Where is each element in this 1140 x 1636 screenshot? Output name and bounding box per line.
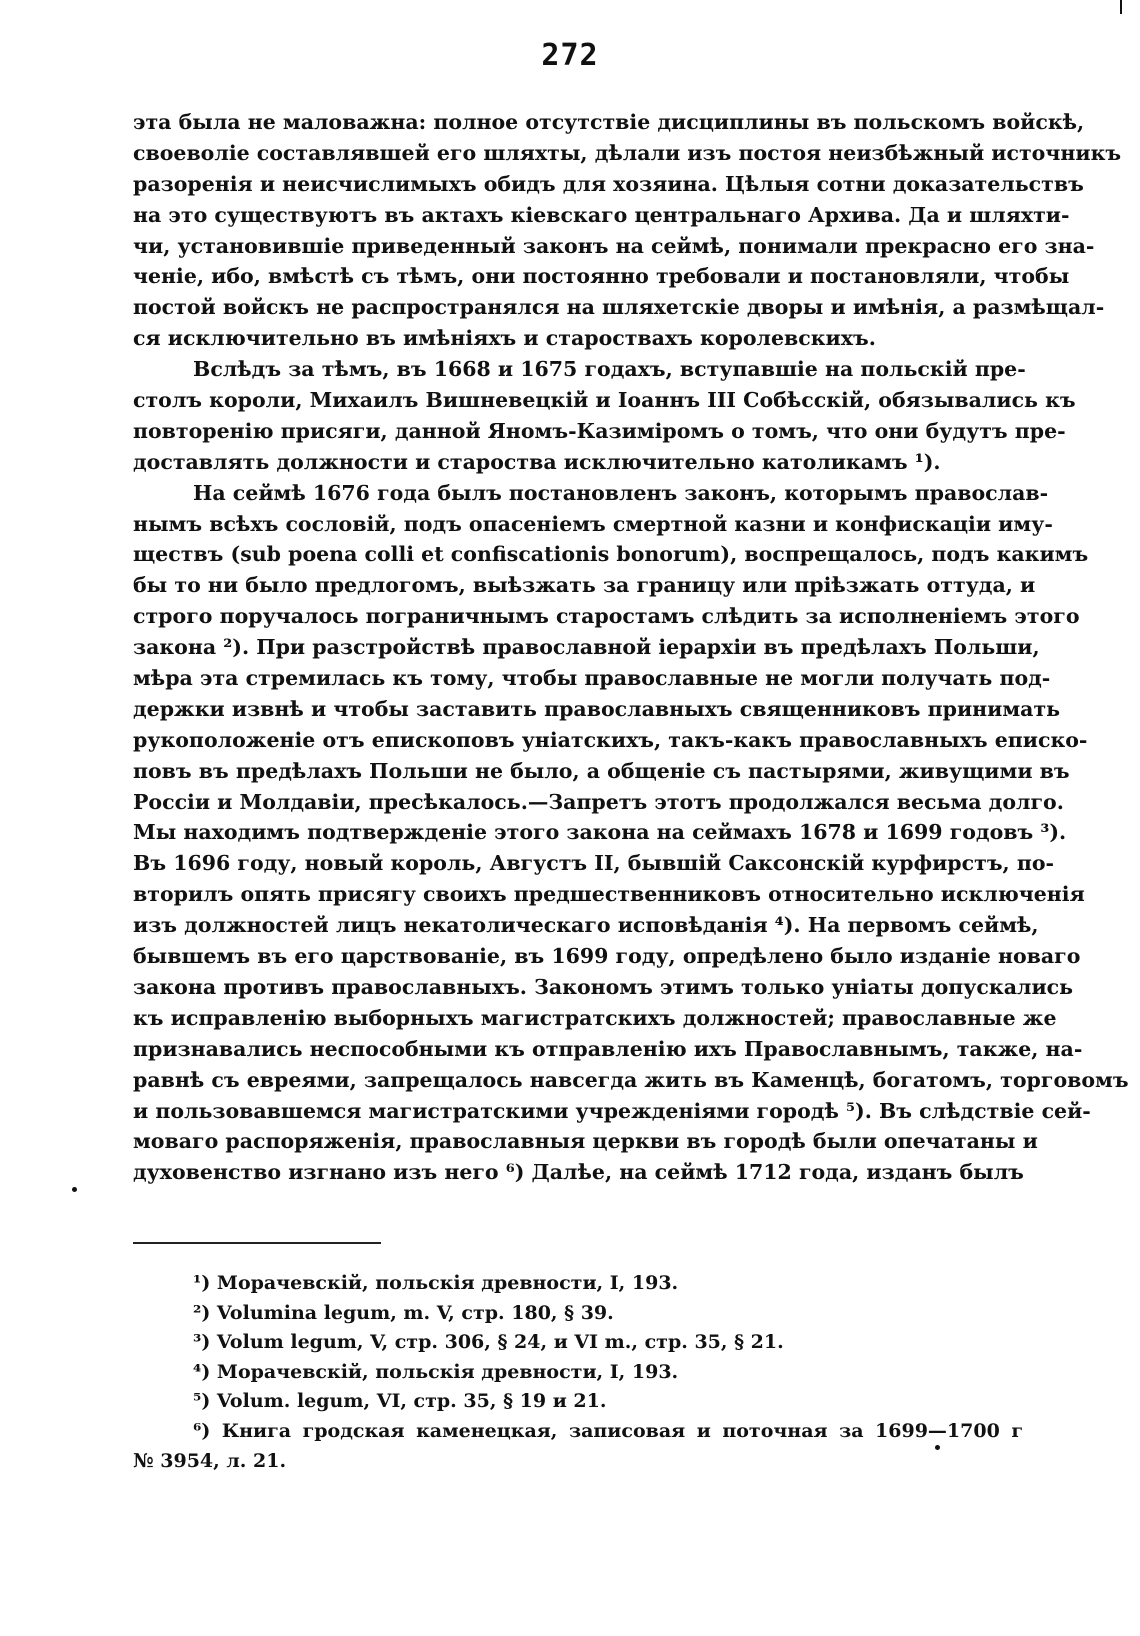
text-line: бывшемъ въ его царствованіе, въ 1699 году, опредѣлено было изданіе новаго: [133, 944, 1081, 969]
text-line: равнѣ съ евреями, запрещалось навсегда жить въ Каменцѣ, богатомъ, торговомъ: [133, 1067, 1129, 1092]
text-line: бы то ни было предлогомъ, выѣзжать за границу или пріѣзжать оттуда, и: [133, 573, 1036, 598]
text-line: вторилъ опять присягу своихъ предшественниковъ относительно исключенія: [133, 882, 1085, 907]
footnote: ⁵) Volum. legum, VI, стр. 35, § 19 и 21.: [193, 1390, 607, 1413]
text-line: ся исключительно въ имѣніяхъ и староствахъ королевскихъ.: [133, 326, 876, 351]
footnote: ⁶) Книга гродская каменецкая, записовая и поточная за 1699—1700 г: [193, 1419, 1023, 1442]
footnote: ¹) Морачевскій, польскія древности, I, 193.: [193, 1272, 679, 1294]
text-line: повторенію присяги, данной Яномъ-Казиміромъ о томъ, что они будутъ пре-: [133, 418, 1066, 443]
scan-speck: [72, 1187, 77, 1192]
footnote: ⁴) Морачевскій, польскія древности, I, 193.: [193, 1360, 679, 1383]
text-line: закона противъ православныхъ. Закономъ этимъ только уніаты допускались: [133, 974, 1074, 999]
text-line: ществъ (sub poena colli et confiscationis bonorum), воспрещалось, подъ какимъ: [133, 542, 1089, 567]
text-line: на это существуютъ въ актахъ кіевскаго центральнаго Архива. Да и шляхти-: [133, 202, 1070, 227]
text-line: доставлять должности и староства исключительно католикамъ ¹).: [133, 449, 941, 474]
text-line: изъ должностей лицъ некатолическаго исповѣданія ⁴). На первомъ сеймѣ,: [133, 913, 1039, 938]
footnote: ³) Volum legum, V, стр. 306, § 24, и VI m., стр. 35, § 21.: [193, 1331, 784, 1354]
text-line: своеволіе составлявшей его шляхты, дѣлали изъ постоя неизбѣжный источникъ: [133, 140, 1122, 165]
text-line: Въ 1696 году, новый король, Августъ II, бывшій Саксонскій курфирстъ, по-: [133, 851, 1055, 876]
text-line: строго поручалось пограничнымъ старостамъ слѣдить за исполненіемъ этого: [133, 604, 1080, 629]
text-line: духовенство изгнано изъ него ⁶) Далѣе, на сеймѣ 1712 года, изданъ былъ: [133, 1160, 1024, 1185]
text-line: нымъ всѣхъ сословій, подъ опасеніемъ смертной казни и конфискаціи иму-: [133, 511, 1053, 536]
text-line: постой войскъ не распространялся на шляхетскіе дворы и имѣнія, а размѣщал-: [133, 295, 1105, 320]
text-line: моваго распоряженія, православныя церкви въ городѣ были опечатаны и: [133, 1129, 1038, 1154]
text-line: держки извнѣ и чтобы заставить православныхъ священниковъ принимать: [133, 696, 1061, 721]
text-line: повъ въ предѣлахъ Польши не было, а общеніе съ пастырями, живущими въ: [133, 758, 1070, 783]
text-line: и пользовавшемся магистратскими учрежденіями городѣ ⁵). Въ слѣдствіе сей-: [133, 1098, 1091, 1123]
text-line: чи, установившіе приведенный законъ на сеймѣ, понимали прекрасно его зна-: [133, 233, 1095, 258]
scan-mark: [1120, 0, 1122, 14]
footnote-continuation: № 3954, л. 21.: [133, 1449, 287, 1472]
text-line: Вслѣдъ за тѣмъ, въ 1668 и 1675 годахъ, вступавшіе на польскій пре-: [193, 357, 1026, 382]
text-line: разоренія и неисчислимыхъ обидъ для хозяина. Цѣлыя сотни доказательствъ: [133, 171, 1084, 196]
footnote-divider: [133, 1242, 381, 1244]
text-line: эта была не маловажна: полное отсутствіе дисциплины въ польскомъ войскѣ,: [133, 110, 1085, 134]
text-line: рукоположеніе отъ епископовъ уніатскихъ, такъ-какъ православныхъ еписко-: [133, 727, 1088, 752]
text-line: мѣра эта стремилась къ тому, чтобы православные не могли получать под-: [133, 666, 1051, 691]
scan-speck: [935, 1445, 940, 1450]
footnote: ²) Volumina legum, m. V, стр. 180, § 39.: [193, 1301, 614, 1324]
text-line: къ исправленію выборныхъ магистратскихъ должностей; православные же: [133, 1005, 1057, 1030]
text-line: На сеймѣ 1676 года былъ постановленъ законъ, которымъ православ-: [193, 480, 1049, 505]
text-line: ченіе, ибо, вмѣстѣ съ тѣмъ, они постоянно требовали и постановляли, чтобы: [133, 264, 1070, 289]
text-line: Мы находимъ подтвержденіе этого закона на сеймахъ 1678 и 1699 годовъ ³).: [133, 820, 1067, 845]
page-number: 272: [541, 38, 599, 73]
text-line: Россіи и Молдавіи, пресѣкалось.—Запретъ этотъ продолжался весьма долго.: [133, 789, 1064, 814]
text-line: признавались неспособными къ отправленію ихъ Православнымъ, также, на-: [133, 1036, 1083, 1061]
text-line: закона ²). При разстройствѣ православной іерархіи въ предѣлахъ Польши,: [133, 635, 1040, 660]
main-text: [133, 107, 1129, 1188]
footnotes: [133, 1269, 1023, 1476]
text-line: столъ короли, Михаилъ Вишневецкій и Іоаннъ III Собѣсскій, обязывались къ: [133, 388, 1076, 413]
